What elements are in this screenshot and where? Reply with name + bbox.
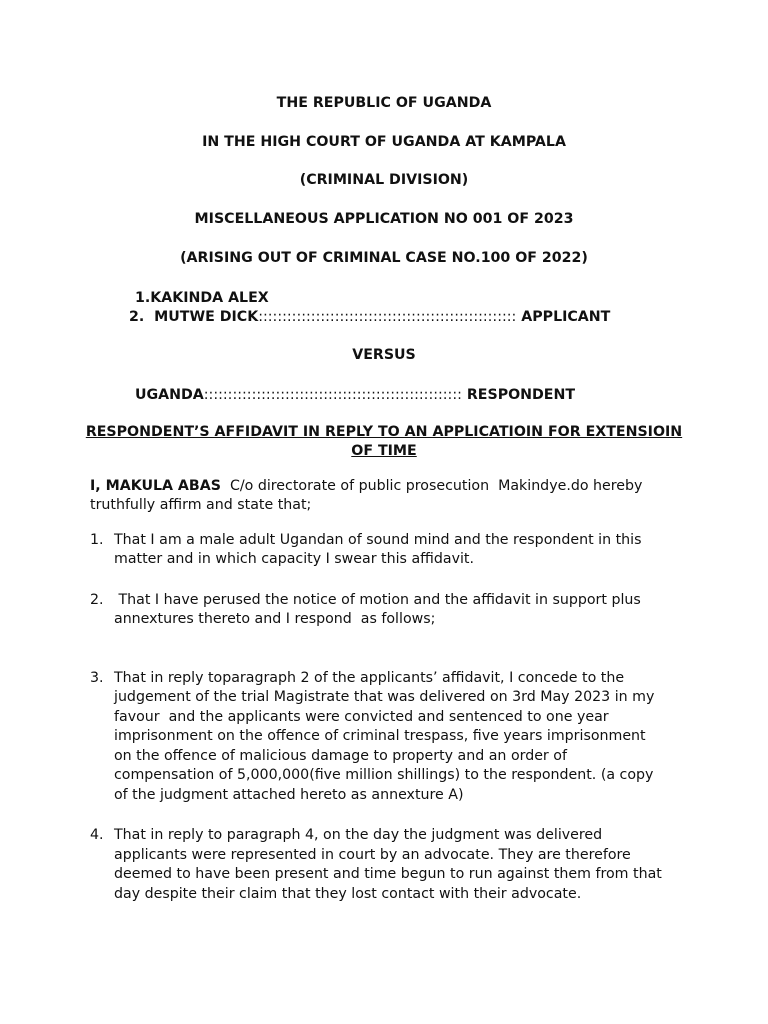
affidavit-title-line-2: OF TIME [351, 443, 417, 459]
applicant-1-number: 1. [135, 290, 151, 306]
intro-line-2: truthfully affirm and state that; [90, 497, 312, 513]
applicant-1 [135, 289, 269, 309]
respondent-line [135, 386, 575, 406]
applicant-label: APPLICANT [521, 309, 611, 325]
paragraph-1-line: That I am a male adult Ugandan of sound mind and the respondent in this [114, 532, 642, 548]
paragraph-3-line: judgement of the trial Magistrate that was delivered on 3rd May 2023 in my [114, 689, 655, 705]
respondent-name: UGANDA [135, 387, 204, 403]
intro-line-1 [90, 477, 642, 497]
heading-division: (CRIMINAL DIVISION) [299, 172, 469, 188]
applicant-2-number: 2. [129, 309, 145, 325]
paragraph-4-line: applicants were represented in court by an advocate. They are therefore [114, 847, 631, 863]
respondent-label: RESPONDENT [466, 387, 576, 403]
applicant-dots: :::::::::::::::::::::::::::::::::::::::::::::::::::::: [258, 309, 517, 325]
heading-court: IN THE HIGH COURT OF UGANDA AT KAMPALA [202, 134, 566, 150]
paragraph-4-line: That in reply to paragraph 4, on the day the judgment was delivered [114, 827, 603, 843]
applicant-2-name: MUTWE DICK [154, 309, 259, 325]
deponent-address: C/o directorate of public prosecution Makindye.do hereby [220, 478, 643, 494]
paragraph-3-line: That in reply toparagraph 2 of the applicants’ affidavit, I concede to the [114, 670, 625, 686]
paragraph-4-line: deemed to have been present and time begun to run against them from that [114, 866, 662, 882]
paragraph-3-line: imprisonment on the offence of criminal trespass, five years imprisonment [114, 728, 646, 744]
paragraph-2-line: That I have perused the notice of motion and the affidavit in support plus [114, 592, 641, 608]
heading-arising: (ARISING OUT OF CRIMINAL CASE NO.100 OF 2022) [180, 250, 588, 266]
paragraph-1-line: matter and in which capacity I swear this affidavit. [114, 551, 474, 567]
applicant-2 [129, 308, 610, 328]
respondent-dots: :::::::::::::::::::::::::::::::::::::::::::::::::::::: [203, 387, 462, 403]
paragraph-3-line: compensation of 5,000,000(five million shillings) to the respondent. (a copy [114, 767, 654, 783]
paragraph-4-line: day despite their claim that they lost contact with their advocate. [114, 886, 582, 902]
paragraph-2-line: annextures thereto and I respond as follows; [114, 611, 436, 627]
versus-label: VERSUS [352, 347, 416, 363]
paragraph-3-line: favour and the applicants were convicted and sentenced to one year [114, 709, 609, 725]
affidavit-title-line-1: RESPONDENT’S AFFIDAVIT IN REPLY TO AN APPLICATIOIN FOR EXTENSIOIN [85, 424, 683, 440]
paragraph-1-number: 1. [90, 532, 104, 548]
paragraph-3-line: on the offence of malicious damage to property and an order of [114, 748, 567, 764]
heading-republic: THE REPUBLIC OF UGANDA [276, 95, 492, 111]
heading-application: MISCELLANEOUS APPLICATION NO 001 OF 2023 [194, 211, 574, 227]
deponent-name: I, MAKULA ABAS [90, 478, 221, 494]
paragraph-3-number: 3. [90, 670, 104, 686]
paragraph-4-number: 4. [90, 827, 104, 843]
applicant-1-name: KAKINDA ALEX [150, 290, 269, 306]
paragraph-3-line: of the judgment attached hereto as annexture A) [114, 787, 464, 803]
paragraph-2-number: 2. [90, 592, 104, 608]
